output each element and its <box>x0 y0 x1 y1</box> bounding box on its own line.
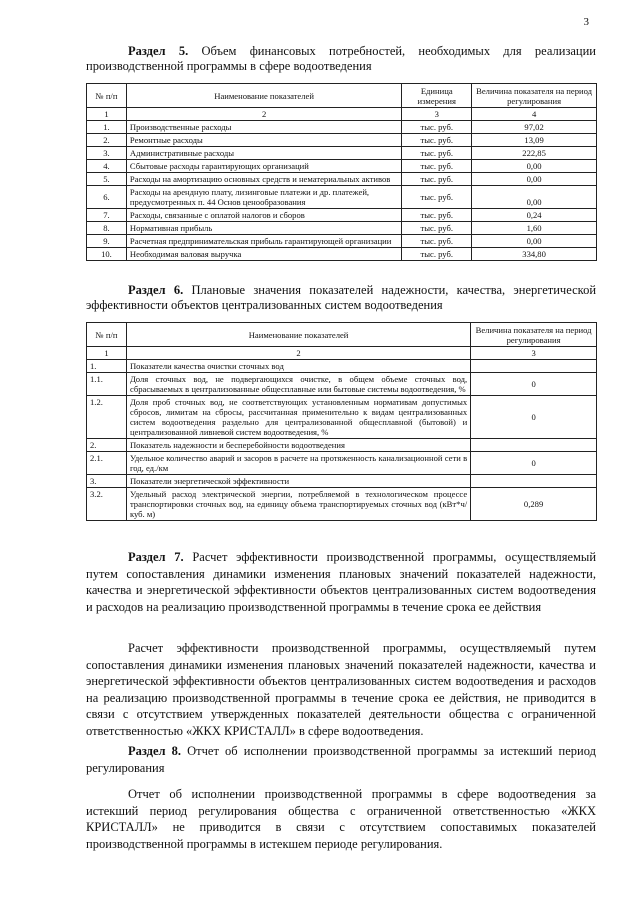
section6-label: Раздел 6. <box>128 283 184 297</box>
row-name: Показатель надежности и бесперебойности водоотведения <box>126 439 470 452</box>
row-unit: тыс. руб. <box>402 147 472 160</box>
row-value: 13,09 <box>472 134 597 147</box>
row-value: 97,02 <box>472 121 597 134</box>
col-number-1: 1 <box>87 108 127 121</box>
table-row <box>87 134 597 147</box>
section6-title: Плановые значения показателей надежности, качества, энергетической эффективности объектов централизованных систем водоотведения <box>86 283 597 312</box>
table-row <box>87 360 597 373</box>
section5-heading <box>86 44 596 74</box>
row-value: 0 <box>471 452 597 475</box>
col-number-2: 2 <box>126 347 470 360</box>
table-row <box>87 173 597 186</box>
row-value: 0,289 <box>471 488 597 521</box>
table-row <box>87 222 597 235</box>
col-header-name: Наименование показателей <box>126 84 401 108</box>
row-unit: тыс. руб. <box>402 235 472 248</box>
section5-table <box>86 83 597 261</box>
col-number-3: 3 <box>402 108 472 121</box>
row-number: 8. <box>87 222 127 235</box>
table-row <box>87 439 597 452</box>
row-number: 1. <box>87 121 127 134</box>
row-value: 0,00 <box>472 160 597 173</box>
row-number: 6. <box>87 186 127 209</box>
row-number: 7. <box>87 209 127 222</box>
section7-title: Расчет эффективности производственной программы, осуществляемый путем сопоставления динамики изменения плановых значений показателей надежности, качества и энергетической эффективности объектов централизованных систем водоотведения и расходов на реализацию производственной программы в течение срока ее действия <box>86 550 597 614</box>
row-unit: тыс. руб. <box>402 248 472 261</box>
row-value <box>471 360 597 373</box>
col-header-name: Наименование показателей <box>126 323 470 347</box>
row-number: 9. <box>87 235 127 248</box>
row-unit: тыс. руб. <box>402 222 472 235</box>
section8-title: Отчет об исполнении производственной программы за истекший период регулирования <box>86 744 596 775</box>
row-name: Доля сточных вод, не подвергающихся очистке, в общем объеме сточных вод, сбрасываемых в централизованные общесплавные или бытовые системы водоотведения, % <box>126 373 470 396</box>
section5-title: Объем финансовых потребностей, необходимых для реализации производственной программы в сфере водоотведения <box>86 44 596 73</box>
table-row <box>87 209 597 222</box>
row-value: 0,00 <box>472 235 597 248</box>
table-row <box>87 186 597 209</box>
row-name: Сбытовые расходы гарантирующих организаций <box>126 160 401 173</box>
section5-label: Раздел 5. <box>128 44 189 58</box>
row-number: 1.1. <box>87 373 127 396</box>
row-value: 0 <box>471 396 597 439</box>
row-value: 0 <box>471 373 597 396</box>
row-name: Доля проб сточных вод, не соответствующих установленным нормативам допустимых сбросов, лимитам на сбросы, рассчитанная применительно к видам централизованных систем водоотведения раздельно для централизованной общесплавной (бытовой) и централизованной ливневой систем водоотведения, % <box>126 396 470 439</box>
row-name: Показатели энергетической эффективности <box>126 475 470 488</box>
row-value: 0,24 <box>472 209 597 222</box>
row-number: 3. <box>87 147 127 160</box>
row-name: Удельный расход электрической энергии, потребляемой в технологическом процессе транспортировки сточных вод, на единицу объема транспортируемых сточных вод (кВт*ч/ куб. м) <box>126 488 470 521</box>
row-number: 3. <box>87 475 127 488</box>
col-header-value: Величина показателя на период регулирования <box>471 323 597 347</box>
section8-heading <box>86 743 596 776</box>
row-name: Показатели качества очистки сточных вод <box>126 360 470 373</box>
section7-label: Раздел 7. <box>128 550 184 564</box>
section7-heading <box>86 549 596 615</box>
row-name: Удельное количество аварий и засоров в расчете на протяженность канализационной сети в год, ед./км <box>126 452 470 475</box>
row-unit: тыс. руб. <box>402 160 472 173</box>
row-name: Расчетная предпринимательская прибыль гарантирующей организации <box>126 235 401 248</box>
row-value: 0,00 <box>472 186 597 209</box>
section7-text: Расчет эффективности производственной программы, осуществляемый путем сопоставления динамики изменения плановых значений показателей надежности, качества и энергетической эффективности объектов централизованных систем водоотведения и расходов на реализацию производственной программы в течение срока ее действия, не приводится в связи с отсутствием утвержденных показателей деятельности общества с ограниченной ответственностью «ЖКХ КРИСТАЛЛ» в сфере водоотведения. <box>86 641 596 738</box>
row-unit: тыс. руб. <box>402 209 472 222</box>
table-row <box>87 373 597 396</box>
row-name: Расходы на арендную плату, лизинговые платежи и др. платежей, предусмотренных п. 44 Основ ценообразования <box>126 186 401 209</box>
table-row <box>87 488 597 521</box>
page-number: 3 <box>583 16 589 28</box>
row-number: 2.1. <box>87 452 127 475</box>
row-name: Расходы на амортизацию основных средств и нематериальных активов <box>126 173 401 186</box>
section8-text: Отчет об исполнении производственной программы в сфере водоотведения за истекший период регулирования общества с ограниченной ответственностью «ЖКХ КРИСТАЛЛ» не приводится в связи с отсутствием сопоставимых показателей производственной программы в истекшем периоде регулирования. <box>86 787 596 851</box>
col-number-4: 4 <box>472 108 597 121</box>
row-value <box>471 439 597 452</box>
row-unit: тыс. руб. <box>402 173 472 186</box>
col-header-number: № п/п <box>87 323 127 347</box>
table-row <box>87 235 597 248</box>
row-name: Нормативная прибыль <box>126 222 401 235</box>
row-value: 222,85 <box>472 147 597 160</box>
row-name: Производственные расходы <box>126 121 401 134</box>
section6-table <box>86 322 597 521</box>
table-row <box>87 452 597 475</box>
row-name: Ремонтные расходы <box>126 134 401 147</box>
section6-heading <box>86 283 596 313</box>
row-unit: тыс. руб. <box>402 134 472 147</box>
row-number: 1. <box>87 360 127 373</box>
row-number: 4. <box>87 160 127 173</box>
section8-label: Раздел 8. <box>128 744 182 758</box>
row-number: 2. <box>87 439 127 452</box>
table-row <box>87 160 597 173</box>
col-number-3: 3 <box>471 347 597 360</box>
table-row <box>87 147 597 160</box>
row-number: 3.2. <box>87 488 127 521</box>
row-number: 1.2. <box>87 396 127 439</box>
row-number: 5. <box>87 173 127 186</box>
row-number: 2. <box>87 134 127 147</box>
row-value: 0,00 <box>472 173 597 186</box>
col-number-2: 2 <box>126 108 401 121</box>
table-row <box>87 475 597 488</box>
table-row <box>87 396 597 439</box>
col-header-number: № п/п <box>87 84 127 108</box>
col-header-unit: Единица измерения <box>402 84 472 108</box>
row-unit: тыс. руб. <box>402 186 472 209</box>
row-value <box>471 475 597 488</box>
row-number: 10. <box>87 248 127 261</box>
col-number-1: 1 <box>87 347 127 360</box>
row-name: Расходы, связанные с оплатой налогов и сборов <box>126 209 401 222</box>
row-name: Необходимая валовая выручка <box>126 248 401 261</box>
table-row <box>87 248 597 261</box>
row-unit: тыс. руб. <box>402 121 472 134</box>
col-header-value: Величина показателя на период регулирования <box>472 84 597 108</box>
table-row <box>87 121 597 134</box>
row-value: 334,80 <box>472 248 597 261</box>
row-name: Административные расходы <box>126 147 401 160</box>
row-value: 1,60 <box>472 222 597 235</box>
